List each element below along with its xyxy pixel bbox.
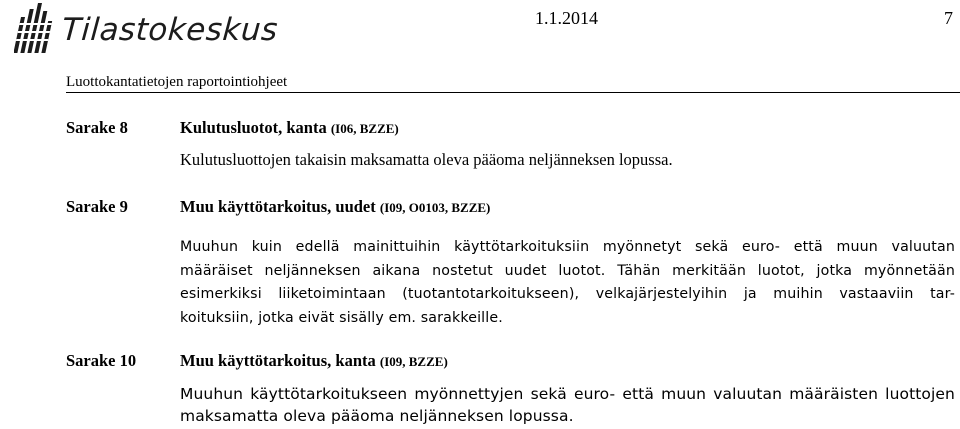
section-title-sarake-10 xyxy=(180,351,448,371)
tilastokeskus-logo xyxy=(14,2,278,58)
section-label-sarake-9: Sarake 9 xyxy=(66,197,128,216)
logo-mark-icon xyxy=(14,3,56,57)
section-label-sarake-8: Sarake 8 xyxy=(66,118,128,137)
section-body-sarake-8: Kulutusluottojen takaisin maksamatta oleva pääoma neljänneksen lopussa. xyxy=(180,150,673,169)
section-codes: (I06, BZZE) xyxy=(330,121,399,136)
body-line: Muuhun käyttötarkoitukseen myönnettyjen sekä euro- että muun valuutan määräisten luottojen xyxy=(180,385,955,403)
section-label-sarake-10: Sarake 10 xyxy=(66,351,137,370)
page-header xyxy=(0,0,960,90)
body-line: Muuhun kuin edellä mainittuihin käyttötarkoituksiin myönnetyt sekä euro- että muun valuutan xyxy=(180,239,955,255)
section-title-sarake-9 xyxy=(180,197,490,217)
body-line: maksamatta oleva pääoma neljänneksen lopussa. xyxy=(180,407,574,425)
document-subtitle: Luottokantatietojen raportointiohjeet xyxy=(66,74,288,90)
section-codes: (I09, O0103, BZZE) xyxy=(379,200,491,215)
section-body-sarake-9 xyxy=(180,236,955,330)
body-line: esimerkiksi liiketoimintaan (tuotantotarkoitukseen), velkajärjestelyihin ja muihin vastaaviin tar- xyxy=(180,286,955,302)
body-line: koituksiin, jotka eivät sisälly em. sarakkeille. xyxy=(180,309,503,326)
header-date: 1.1.2014 xyxy=(535,8,598,28)
section-title-text: Kulutusluotot, kanta xyxy=(180,118,327,137)
section-codes: (I09, BZZE) xyxy=(379,354,448,369)
section-title-sarake-8 xyxy=(180,118,399,138)
body-line: määräiset neljänneksen aikana nostetut uudet luotot. Tähän merkitään luotot, jotka myönnetään xyxy=(180,262,955,279)
page-number: 7 xyxy=(944,8,953,28)
section-title-text: Muu käyttötarkoitus, uudet xyxy=(180,197,376,216)
section-body-sarake-10 xyxy=(180,383,955,427)
section-title-text: Muu käyttötarkoitus, kanta xyxy=(180,351,376,370)
logo-text: Tilastokeskus xyxy=(60,12,280,48)
header-divider xyxy=(66,92,960,93)
